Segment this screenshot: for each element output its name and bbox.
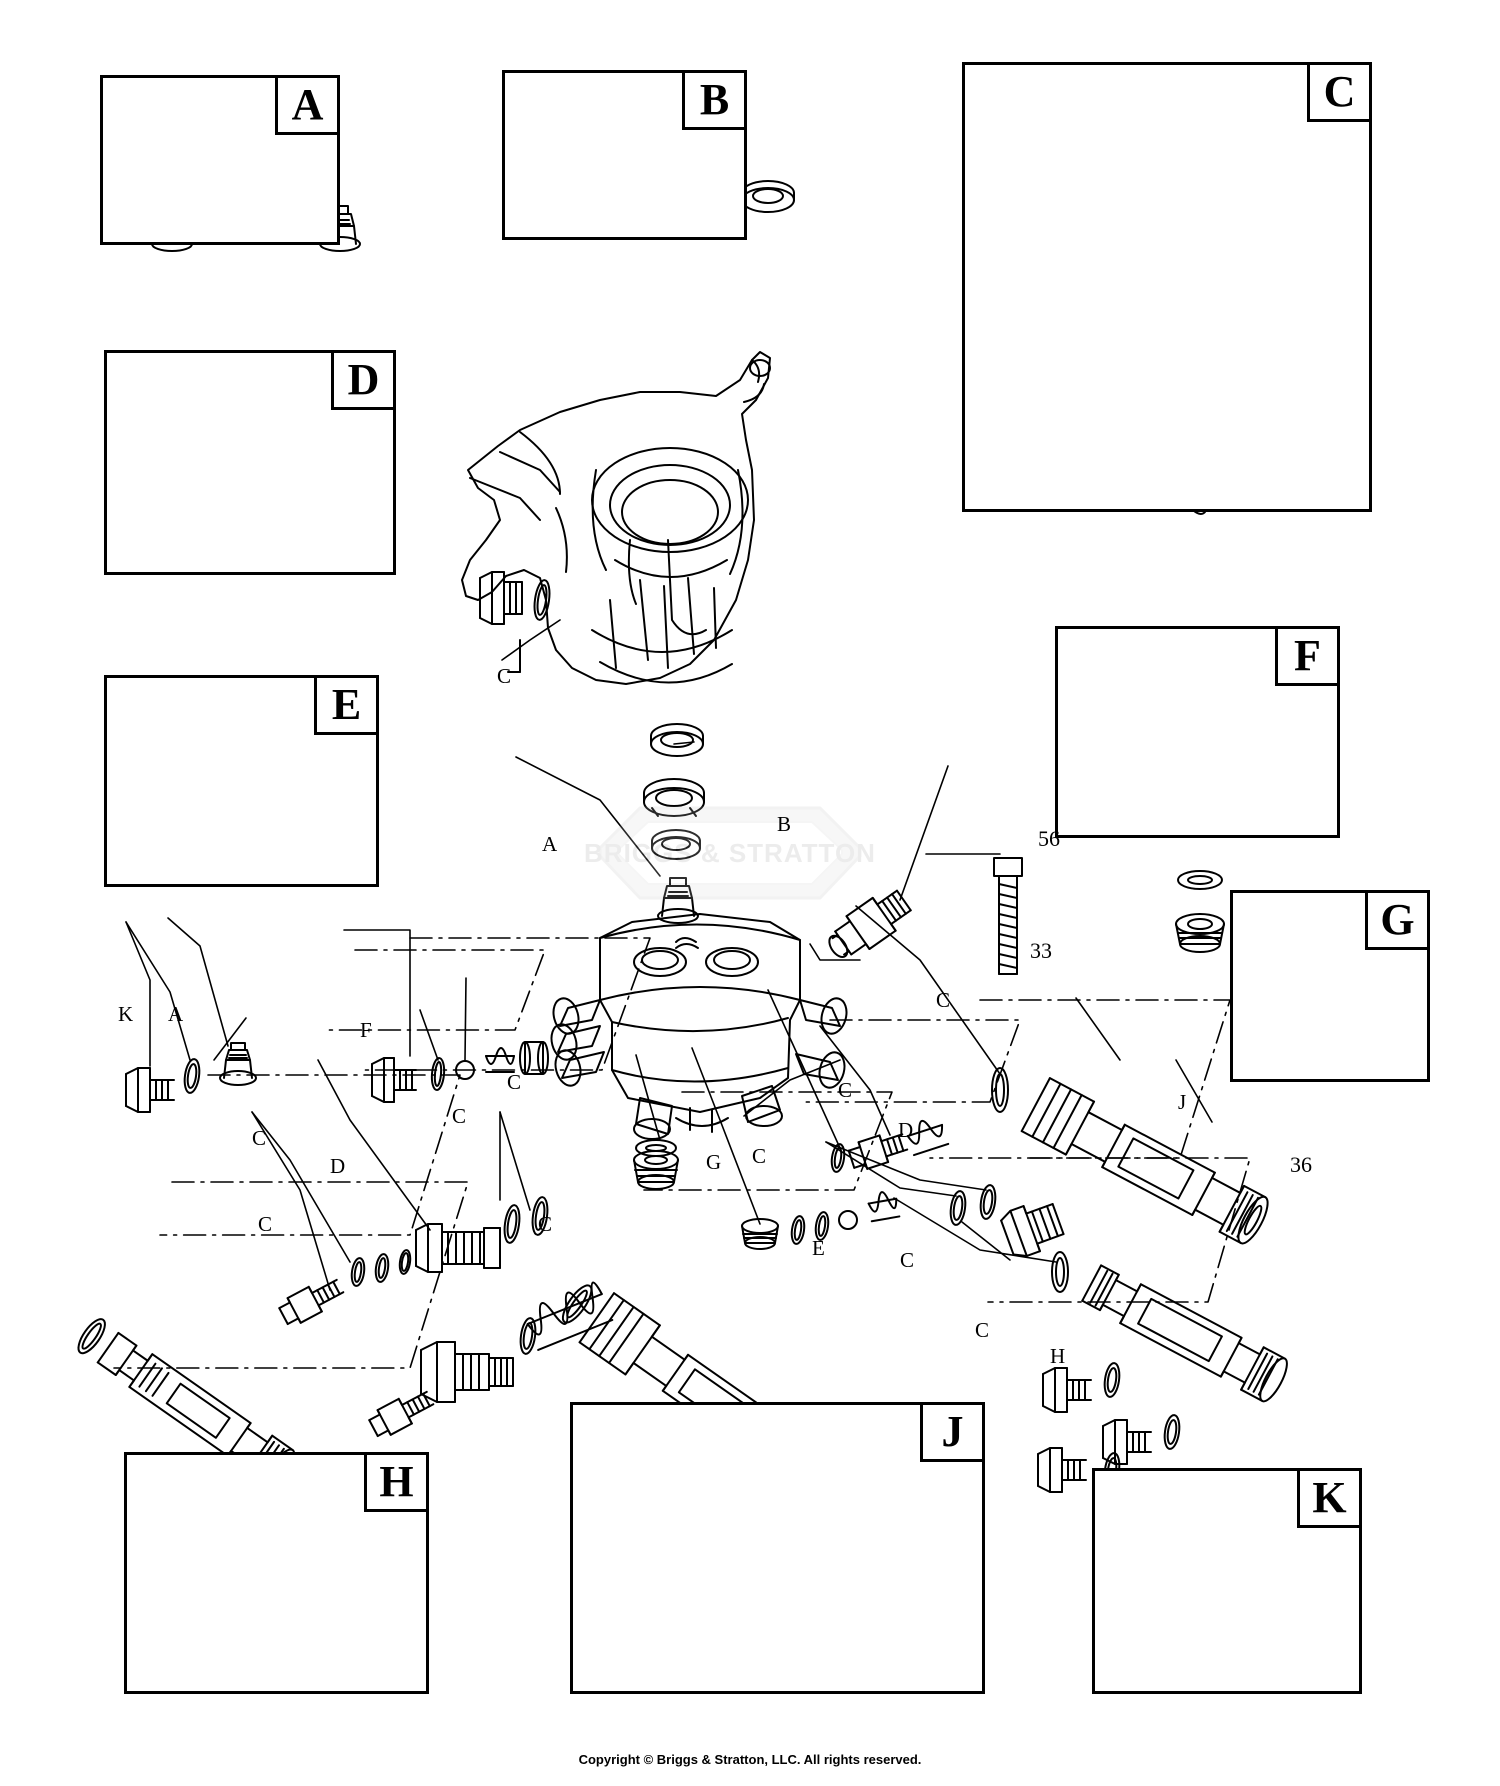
panel-e-letter: E — [314, 675, 379, 735]
callout-a-top: A — [542, 832, 558, 856]
callout-c-left-lower: C — [258, 1212, 273, 1236]
panel-c-letter: C — [1307, 62, 1372, 122]
callout-c-right: C — [838, 1078, 853, 1102]
callout-f: F — [360, 1018, 372, 1042]
callout-h: H — [1050, 1344, 1066, 1368]
pump-manifold — [548, 914, 853, 1139]
panel-j-letter: J — [920, 1402, 985, 1462]
panel-a-letter: A — [275, 75, 340, 135]
callout-k-left: K — [118, 1002, 134, 1026]
callout-36: 36 — [1290, 1152, 1312, 1177]
center-drain-plug — [634, 1140, 678, 1189]
callout-j: J — [1178, 1090, 1187, 1114]
callout-c-upper-right: C — [936, 988, 951, 1012]
panel-h-letter: H — [364, 1452, 429, 1512]
callout-c-f2: C — [507, 1070, 522, 1094]
exploded-f-assembly — [372, 1042, 548, 1102]
inlet-fitting — [480, 572, 552, 672]
exploded-d-assembly — [277, 1196, 553, 1328]
callout-d-right: D — [898, 1118, 914, 1142]
callout-a-left: A — [168, 1002, 184, 1026]
watermark-text: BRIGGS & STRATTON — [584, 838, 876, 868]
panel-g-parts — [1176, 871, 1224, 952]
exploded-j-hose — [992, 1068, 1275, 1251]
callout-c-inlet: C — [497, 664, 512, 688]
callout-56: 56 — [1038, 826, 1060, 851]
panel-f-letter: F — [1275, 626, 1340, 686]
copyright-notice: Copyright © Briggs & Stratton, LLC. All rights reserved. — [578, 1752, 922, 1767]
callout-c-h: C — [975, 1318, 990, 1342]
callout-33: 33 — [1030, 938, 1052, 963]
exploded-c-right-lower — [949, 1184, 1067, 1260]
exploded-left-k — [126, 1043, 256, 1112]
callout-c-mid: C — [538, 1212, 553, 1236]
callout-c-right-lower: C — [900, 1248, 915, 1272]
exploded-d-right — [830, 1115, 948, 1172]
callout-c-center: C — [752, 1144, 767, 1168]
panel-g-letter: G — [1365, 890, 1430, 950]
part-33-bolt — [994, 858, 1022, 974]
panel-d-letter: D — [331, 350, 396, 410]
pump-crankcase-housing — [462, 352, 770, 684]
exploded-h-hose — [1052, 1252, 1292, 1405]
callout-c-left: C — [252, 1126, 267, 1150]
panel-c — [962, 62, 1372, 512]
callout-g-center: G — [706, 1150, 722, 1174]
panel-b-letter: B — [682, 70, 747, 130]
callout-e: E — [812, 1236, 825, 1260]
briggs-stratton-watermark — [520, 800, 940, 920]
panel-k-letter: K — [1297, 1468, 1362, 1528]
callout-c-f1: C — [452, 1104, 467, 1128]
callout-b-seal: B — [777, 812, 792, 836]
callout-d-left: D — [330, 1154, 346, 1178]
